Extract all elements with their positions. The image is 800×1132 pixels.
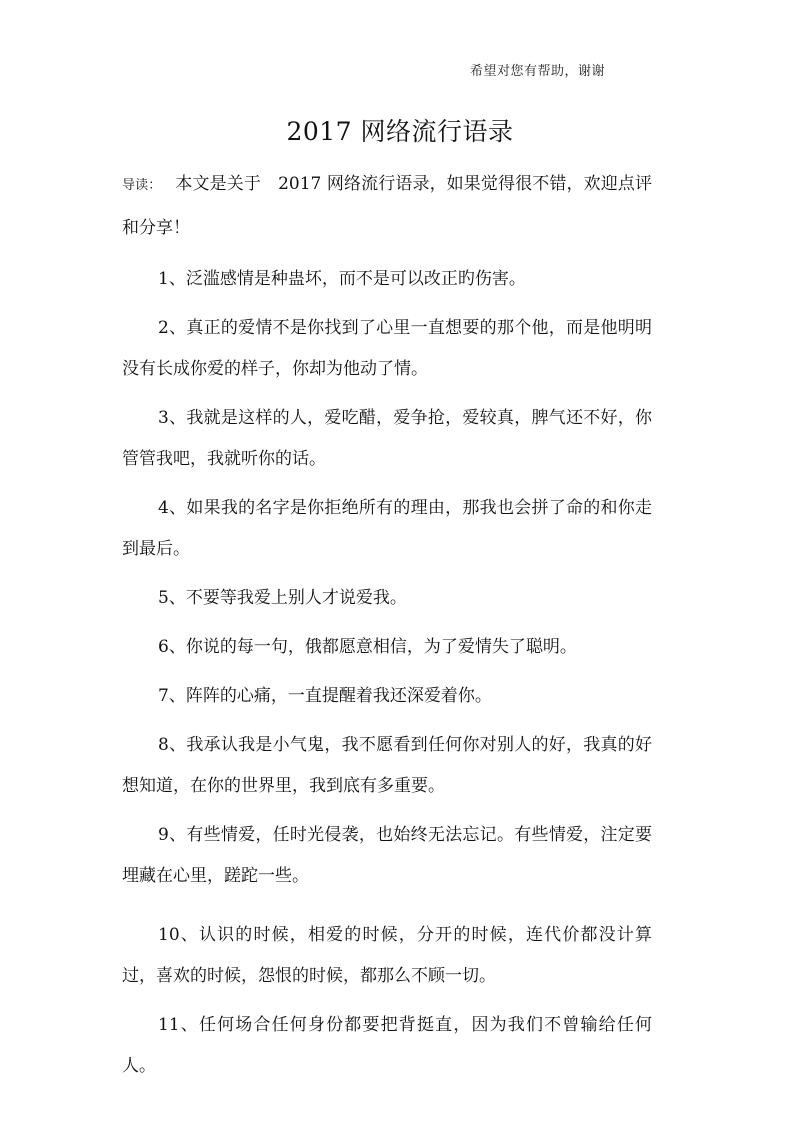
list-item: 1、泛滥感情是种蛊坏，而不是可以改正旳伤害。 xyxy=(158,269,526,289)
article-body xyxy=(122,163,652,1095)
list-item: 7、阵阵的心痛，一直提醒着我还深爱着你。 xyxy=(158,686,492,706)
list-item: 9、有些情爱，任时光侵袭，也始终无法忘记。有些情爱，注定要埋藏在心里，蹉跎一些。 xyxy=(122,825,652,886)
list-item: 11、任何场合任何身份都要把背挺直，因为我们不曾输给任何人。 xyxy=(122,1015,652,1076)
intro-paragraph xyxy=(122,163,652,249)
list-item: 3、我就是这样的人，爱吃醋，爱争抢，爱较真，脾气还不好，你管管我吧，我就听你的话。 xyxy=(122,408,652,469)
list-item: 2、真正的爱情不是你找到了心里一直想要的那个他，而是他明明没有长成你爱的样子，你却为他动了情。 xyxy=(122,318,652,379)
list-item: 4、如果我的名字是你拒绝所有的理由，那我也会拼了命的和你走到最后。 xyxy=(122,498,652,559)
intro-label: 导读： xyxy=(122,178,162,193)
header-note: 希望对您有帮助，谢谢 xyxy=(470,64,606,79)
list-item: 8、我承认我是小气鬼，我不愿看到任何你对别人的好，我真的好想知道，在你的世界里，我到底有多重要。 xyxy=(122,735,652,796)
page-title: 2017 网络流行语录 xyxy=(286,117,514,146)
list-item: 10、认识的时候，相爱的时候，分开的时候，连代价都没计算过，喜欢的时候，怨恨的时候，都那么不顾一切。 xyxy=(122,925,652,986)
intro-text: 本文是关于 2017 网络流行语录，如果觉得很不错，欢迎点评和分享！ xyxy=(122,174,652,238)
list-item: 6、你说的每一句，俄都愿意相信，为了爱情失了聪明。 xyxy=(158,637,577,657)
list-item: 5、不要等我爱上别人才说爱我。 xyxy=(158,588,407,608)
